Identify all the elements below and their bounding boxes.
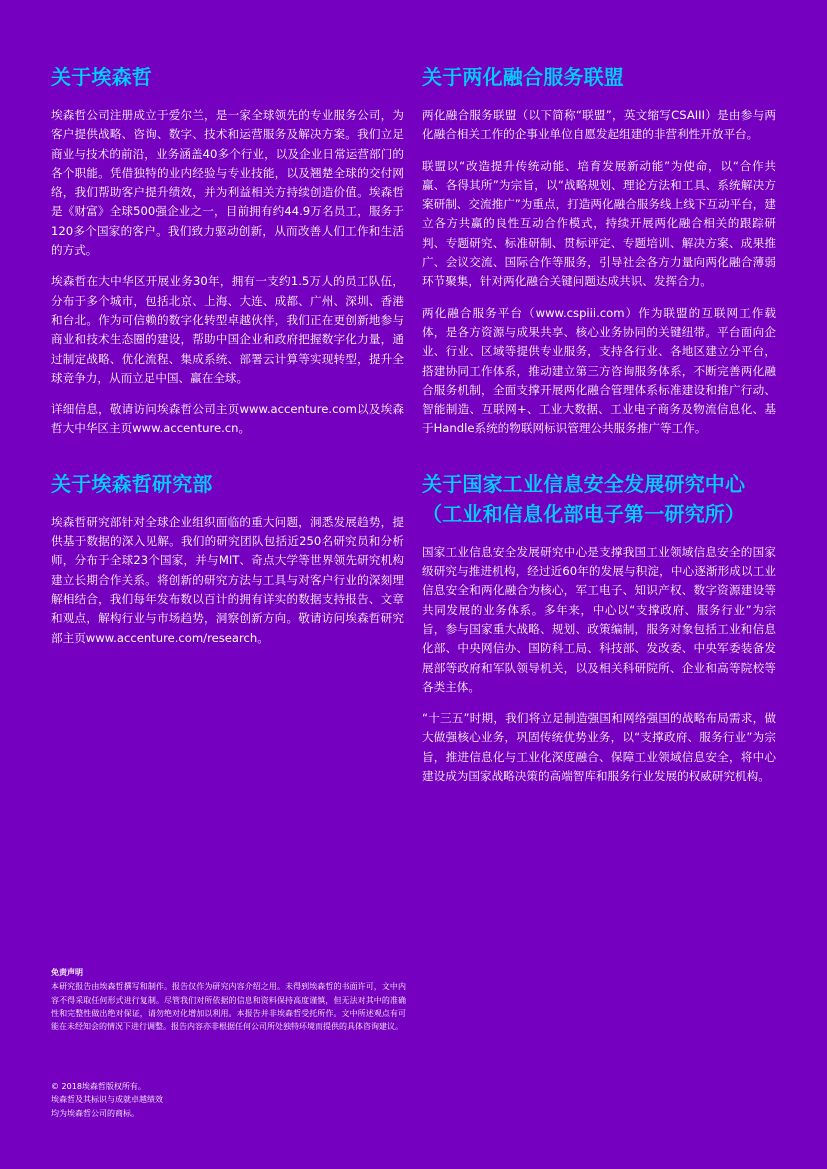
copyright — [51, 1080, 251, 1120]
section-title: 关于埃森哲 — [51, 65, 152, 89]
paragraph: 详细信息，敬请访问埃森哲公司主页www.accenture.com以及埃森哲大中华区主页www.accenture.cn。 — [51, 402, 404, 436]
disclaimer-title: 免责声明 — [51, 968, 83, 977]
about-accenture-section — [51, 62, 404, 439]
section-title: 关于埃森哲研究部 — [51, 471, 213, 496]
paragraph: 埃森哲研究部针对全球企业组织面临的重大问题，洞悉发展趋势，提供基于数据的深入见解。我们的研究团队包括近250名研究员和分析师，分布于全球23个国家，并与MIT、奇点大学等世界领先研究机构建立长期合作关系。将创新的研究方法与工具与对客户行业的深刻理解相结合，我们每年发布数以百计的拥有详实的数据支持报告、文章和观点，解构行业与市场趋势，洞察创新方向。敬请访问埃森哲研究部主页www.accenture.com/research。 — [51, 514, 404, 645]
copyright-line: 埃森哲及其标识与成就卓越绩效 — [51, 1095, 163, 1105]
paragraph: 两化融合服务平台（www.cspiii.com）作为联盟的互联网工作载体，是各方资源与成果共享、核心业务协同的关键纽带。平台面向企业、行业、区域等提供专业服务，支持各行业、各地区建立分平台，搭建协同工作体系，推动建立第三方咨询服务体系，不断完善两化融合服务机制，全面支撑开展两化融合管理体系标准建设和推广行动、智能制造、互联网+、工业大数据、工业电子商务及物流信息化、基于Handle系统的物联网标识管理公共服务推广等工作。 — [422, 305, 776, 436]
disclaimer — [51, 966, 406, 1033]
copyright-line: 均为埃森哲公司的商标。 — [51, 1108, 139, 1118]
paragraph: 埃森哲在大中华区开展业务30年，拥有一支约1.5万人的员工队伍，分布于多个城市，包括北京、上海、大连、成都、广州、深圳、香港和台北。作为可信赖的数字化转型卓越伙伴，我们正在更创新地参与商业和技术生态圈的建设，帮助中国企业和政府把握数字化力量，通过制定战略、优化流程、集成系统、部署云计算等实现转型，提升全球竞争力，从而立足中国、赢在全球。 — [51, 274, 404, 385]
section-title: 关于国家工业信息安全发展研究中心（工业和信息化部电子第一研究所） — [422, 471, 746, 526]
paragraph: “十三五”时期，我们将立足制造强国和网络强国的战略布局需求，做大做强核心业务，巩固传统优势业务，以“支撑政府、服务行业”为宗旨，推进信息化与工业化深度融合、保障工业领域信息安全，将中心建设成为国家战略决策的高端智库和服务行业发展的权威研究机构。 — [422, 711, 776, 784]
right-column — [422, 62, 776, 816]
left-column — [51, 62, 404, 678]
copyright-line: © 2018埃森哲版权所有。 — [51, 1082, 146, 1091]
about-accenture-research-section — [51, 469, 404, 648]
disclaimer-body: 本研究报告由埃森哲撰写和制作。报告仅作为研究内容介绍之用。未得到埃森哲的书面许可，文中内容不得采取任何形式进行复制。尽管我们对所依据的信息和资料保持高度谨慎，但无法对其中的准确性和完整性做出绝对保证，请勿绝对化增加以利用。本报告并非埃森哲受托所作。文中所述观点有可能在未经知会的情况下进行调整。报告内容亦非根据任何公司所处独特环境而提供的具体咨询建议。 — [51, 982, 406, 1032]
about-alliance-section — [422, 62, 776, 439]
section-title: 关于两化融合服务联盟 — [422, 65, 624, 89]
paragraph: 联盟以“改造提升传统动能、培育发展新动能”为使命，以“合作共赢、各得其所”为宗旨，以“战略规划、理论方法和工具、系统解决方案研制、交流推广”为重点，打造两化融合服务线上线下互动平台，建立各方共赢的良性互动合作模式，持续开展两化融合相关的跟踪研判、专题研究、标准研制、贯标评定、专题培训、解决方案、成果推广、会议交流、国际合作等服务，引导社会各方力量向两化融合薄弱环节聚集，针对两化融合关键问题达成共识、发挥合力。 — [422, 158, 776, 289]
about-research-center-section — [422, 469, 776, 787]
paragraph: 两化融合服务联盟（以下简称“联盟”，英文缩写CSAIII）是由参与两化融合相关工作的企事业单位自愿发起组建的非营利性开放平台。 — [422, 108, 776, 142]
paragraph: 埃森哲公司注册成立于爱尔兰，是一家全球领先的专业服务公司，为客户提供战略、咨询、数字、技术和运营服务及解决方案。我们立足商业与技术的前沿，业务涵盖40多个行业，以及企业日常运营部门的各个职能。凭借独特的业内经验与专业技能，以及翘楚全球的交付网络，我们帮助客户提升绩效，并为利益相关方持续创造价值。埃森哲是《财富》全球500强企业之一，目前拥有约44.9万名员工，服务于120多个国家的客户。我们致力驱动创新，从而改善人们工作和生活的方式。 — [51, 108, 404, 258]
paragraph: 国家工业信息安全发展研究中心是支撑我国工业领域信息安全的国家级研究与推进机构，经过近60年的发展与积淀，中心逐渐形成以工业信息安全和两化融合为核心，军工电子、知识产权、数字资源建设等共同发展的业务体系。多年来，中心以“支撑政府、服务行业”为宗旨，参与国家重大战略、规划、政策编制，服务对象包括工业和信息化部、中央网信办、国防科工局、科技部、发改委、中央军委装备发展部等政府和军队领导机关，以及相关科研院所、企业和高等院校等各类主体。 — [422, 544, 776, 694]
